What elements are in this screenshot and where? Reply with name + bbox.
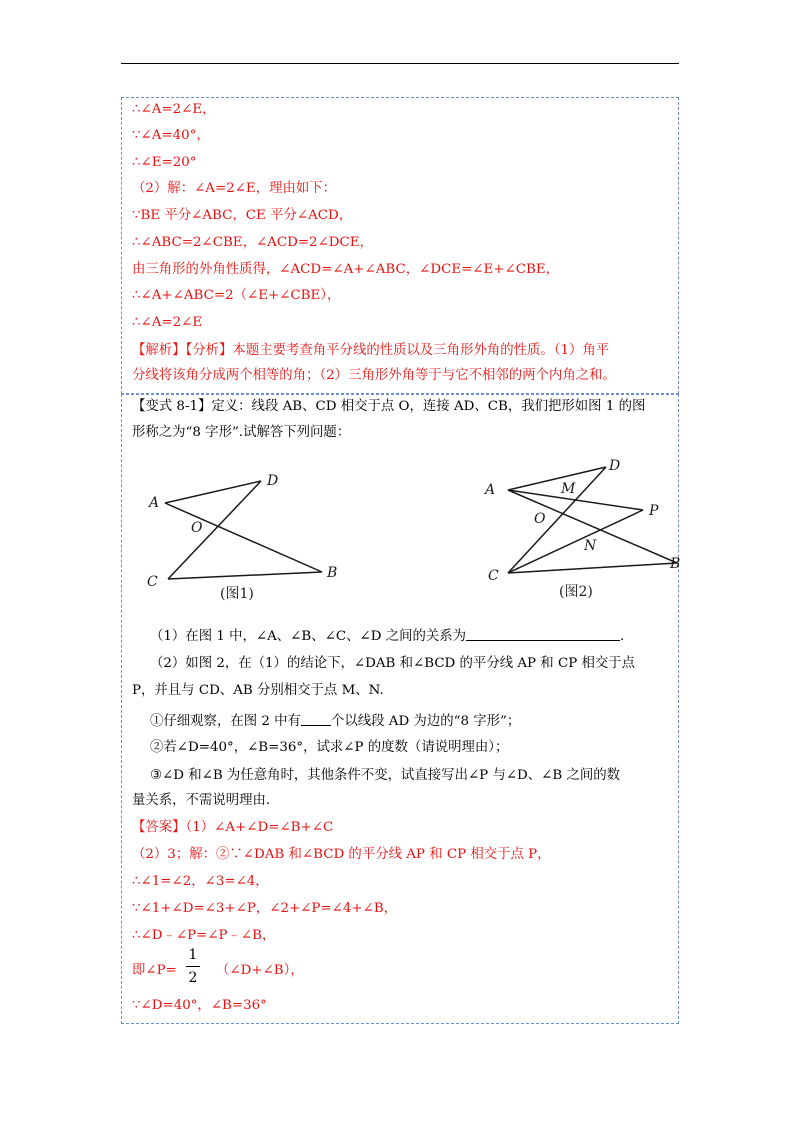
label-A: A bbox=[485, 482, 496, 498]
segment-CB bbox=[168, 572, 322, 579]
solution-line: （2）解：∠A=2∠E，理由如下： bbox=[132, 181, 337, 196]
label-N: N bbox=[584, 538, 597, 554]
label-P: P bbox=[649, 503, 659, 519]
segment-CD bbox=[508, 467, 606, 573]
fraction-numerator: 1 bbox=[188, 947, 198, 963]
fraction-bar bbox=[186, 966, 200, 967]
segment-AD bbox=[165, 481, 261, 503]
figure-2-caption: (图2) bbox=[559, 584, 593, 600]
label-O: O bbox=[191, 520, 203, 536]
fraction-one-half bbox=[186, 946, 200, 987]
question-2: （2）如图 2，在（1）的结论下，∠DAB 和∠BCD 的平分线 AP 和 CP 相交于点 bbox=[150, 656, 636, 671]
question-2: P，并且与 CD、AB 分别相交于点 M、N. bbox=[132, 683, 384, 698]
answer-blank-2[interactable] bbox=[301, 712, 331, 726]
question-2-part-3: 量关系，不需说明理由. bbox=[132, 793, 271, 808]
question-2-part-3: ③∠D 和∠B 为任意角时，其他条件不变，试直接写出∠P 与∠D、∠B 之间的数 bbox=[150, 768, 621, 783]
label-A: A bbox=[149, 495, 160, 511]
solution-line: ∴∠A=2∠E bbox=[132, 315, 203, 330]
answer-line: ∴∠D﹣∠P=∠P﹣∠B， bbox=[132, 928, 276, 943]
problem-definition: 形称之为“8 字形”.试解答下列问题： bbox=[132, 425, 351, 440]
analysis-line: 分线将该角分成两个相等的角；（2）三角形外角等于与它不相邻的两个内角之和。 bbox=[132, 368, 616, 383]
problem-definition: 【变式 8-1】定义：线段 AB、CD 相交于点 O，连接 AD、CB，我们把形如图 1 的图 bbox=[132, 399, 646, 414]
solution-line: ∴∠E=20° bbox=[132, 155, 197, 170]
figure-2 bbox=[478, 452, 680, 602]
label-B: B bbox=[327, 565, 338, 581]
answer-line: ∴∠1=∠2，∠3=∠4， bbox=[132, 874, 269, 889]
solution-line: ∴∠A=2∠E， bbox=[132, 102, 216, 117]
question-2-part-1-tail: 个以线段 AD 为边的“8 字形”； bbox=[330, 714, 521, 729]
question-1 bbox=[150, 627, 624, 645]
solution-line: ∵BE 平分∠ABC，CE 平分∠ACD， bbox=[132, 208, 353, 223]
label-C: C bbox=[488, 568, 499, 584]
label-D: D bbox=[609, 458, 621, 474]
solution-line: ∴∠A+∠ABC=2（∠E+∠CBE）， bbox=[132, 288, 341, 303]
segment-CB bbox=[508, 563, 677, 573]
solution-line: ∴∠ABC=2∠CBE，∠ACD=2∠DCE， bbox=[132, 235, 373, 250]
figure-1-caption: (图1) bbox=[220, 586, 254, 602]
solution-line: 由三角形的外角性质得，∠ACD=∠A+∠ABC，∠DCE=∠E+∠CBE， bbox=[132, 262, 559, 277]
answer-line: 即∠P= bbox=[132, 963, 177, 978]
header-rule bbox=[121, 63, 679, 64]
segment-CD bbox=[168, 481, 261, 579]
question-2-part-1 bbox=[150, 712, 520, 730]
label-D: D bbox=[267, 473, 279, 489]
label-C: C bbox=[147, 574, 158, 590]
answer-line: ∵∠D=40°，∠B=36° bbox=[132, 998, 267, 1013]
segment-AP bbox=[508, 490, 643, 510]
answer-line: ∵∠1+∠D=∠3+∠P，∠2+∠P=∠4+∠B， bbox=[132, 901, 398, 916]
label-B: B bbox=[670, 556, 680, 572]
solution-line: ∵∠A=40°， bbox=[132, 128, 210, 143]
question-1-text: （1）在图 1 中，∠A、∠B、∠C、∠D 之间的关系为 bbox=[150, 629, 467, 644]
answer-line: （2）3；解：②∵∠DAB 和∠BCD 的平分线 AP 和 CP 相交于点 P， bbox=[132, 847, 551, 862]
fraction-denominator: 2 bbox=[188, 970, 198, 986]
answer-blank-1[interactable] bbox=[466, 627, 620, 641]
answer-line: （∠D+∠B）， bbox=[216, 963, 304, 978]
figure-1 bbox=[140, 468, 350, 608]
question-2-part-1-text: ①仔细观察，在图 2 中有 bbox=[150, 714, 301, 729]
analysis-line: 【解析】【分析】本题主要考查角平分线的性质以及三角形外角的性质。（1）角平 bbox=[132, 343, 610, 358]
answer-line: 【答案】（1）∠A+∠D=∠B+∠C bbox=[132, 820, 334, 835]
label-O: O bbox=[534, 511, 546, 527]
question-2-part-2: ②若∠D=40°，∠B=36°，试求∠P 的度数（请说明理由）； bbox=[150, 740, 509, 755]
segment-AD bbox=[508, 467, 606, 490]
question-1-end: . bbox=[620, 629, 625, 644]
segment-AB bbox=[165, 503, 322, 572]
label-M: M bbox=[561, 481, 576, 497]
